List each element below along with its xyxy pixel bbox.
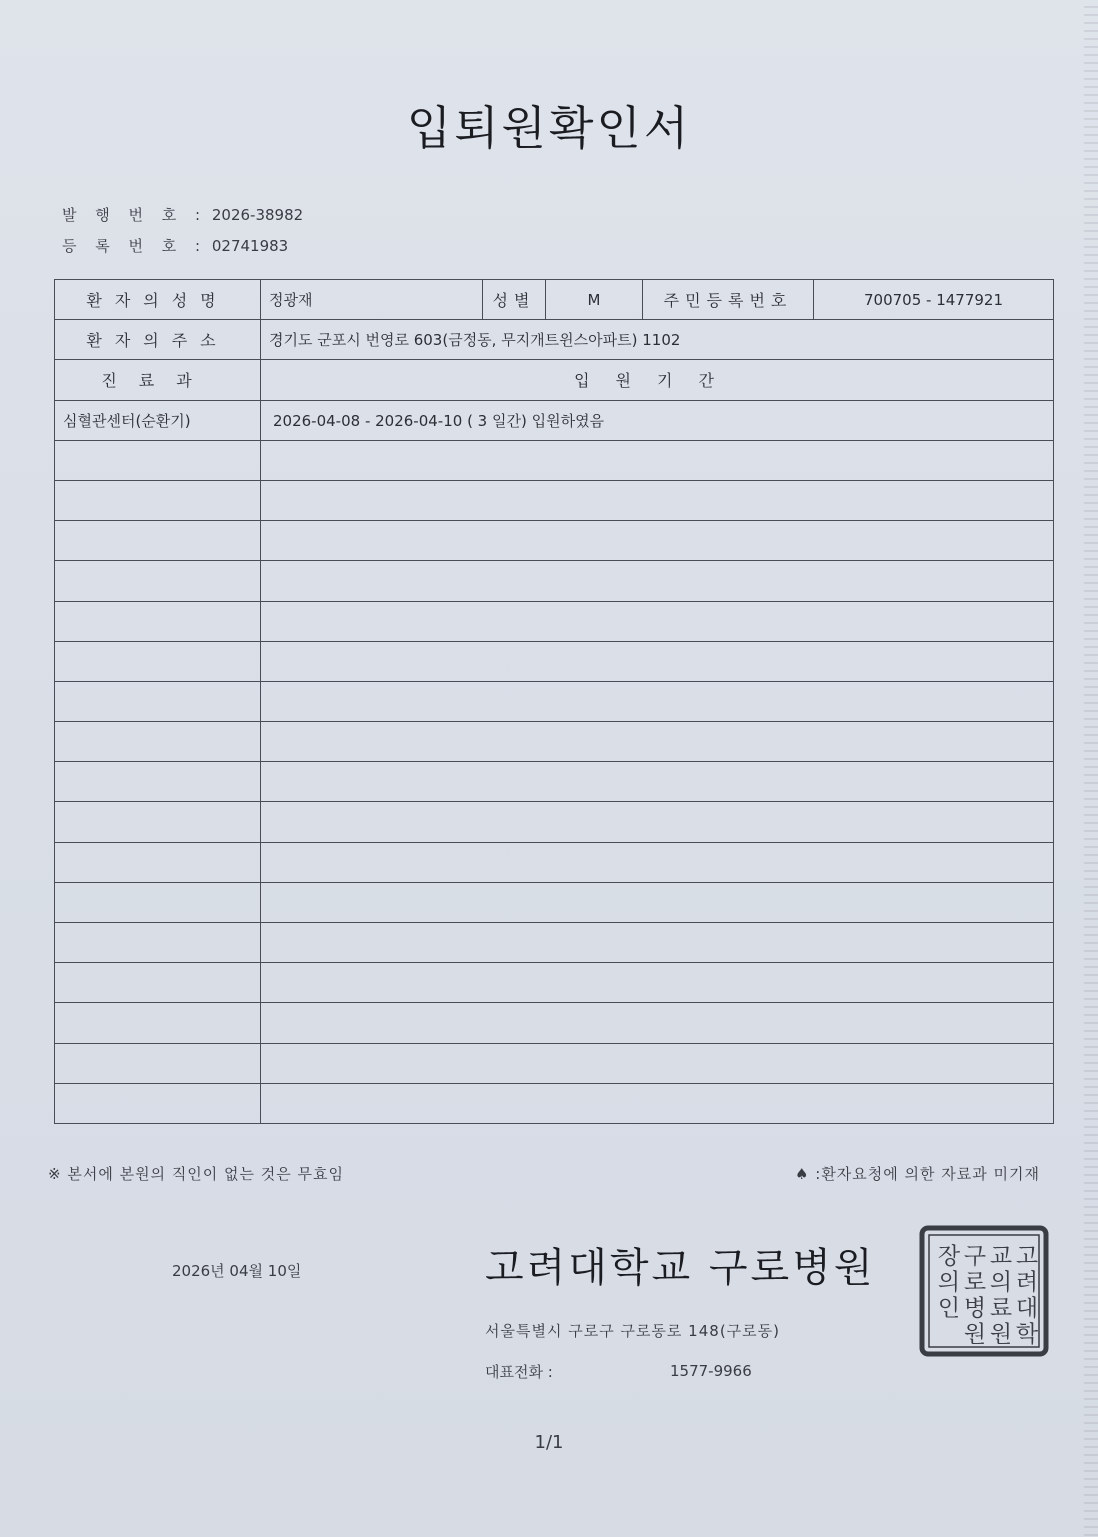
dept-cell	[55, 722, 261, 762]
seal-glyph: 구	[963, 1243, 987, 1270]
rrn-label: 주민등록번호	[643, 280, 814, 320]
patient-request-note: ♠ :환자요청에 의한 자료과 미기재	[795, 1165, 1040, 1183]
dept-cell	[55, 923, 261, 963]
seal-glyph: 료	[989, 1295, 1013, 1322]
patient-address-row	[55, 320, 1054, 360]
period-cell	[261, 802, 1054, 842]
period-cell	[261, 1083, 1054, 1123]
issue-number-line	[62, 204, 303, 225]
period-cell	[261, 601, 1054, 641]
table-row	[55, 400, 1054, 440]
dept-cell	[55, 521, 261, 561]
patient-address-label: 환자의주소	[55, 320, 261, 360]
seal-glyph: 려	[1015, 1269, 1039, 1296]
scan-edge-marks	[1084, 0, 1098, 1537]
seal-glyph: 의	[937, 1269, 961, 1296]
dept-cell	[55, 762, 261, 802]
seal-glyph: 인	[937, 1295, 961, 1322]
patient-name-value: 정광재	[261, 280, 483, 320]
document-title: 입퇴원확인서	[406, 101, 692, 155]
seal-glyph: 원	[963, 1321, 987, 1348]
patient-address-value: 경기도 군포시 번영로 603(금정동, 무지개트윈스아파트) 1102	[261, 320, 1054, 360]
table-row	[55, 440, 1054, 480]
period-cell	[261, 923, 1054, 963]
sex-value: M	[546, 280, 643, 320]
issue-date: 2026년 04월 10일	[172, 1262, 302, 1280]
phone-label: 대표전화 :	[485, 1363, 553, 1381]
hospital-name: 고려대학교 구로병원	[485, 1245, 876, 1291]
table-row	[55, 762, 1054, 802]
page-number: 1/1	[534, 1432, 564, 1453]
table-row	[55, 722, 1054, 762]
table-row	[55, 882, 1054, 922]
period-cell	[261, 521, 1054, 561]
period-cell	[261, 1043, 1054, 1083]
seal-glyph: 교	[989, 1243, 1013, 1270]
table-row	[55, 601, 1054, 641]
seal-glyph: 로	[963, 1269, 987, 1296]
period-cell	[261, 882, 1054, 922]
admission-table	[54, 279, 1054, 1124]
table-row	[55, 480, 1054, 520]
official-seal	[919, 1225, 1049, 1357]
issue-number-value: 2026-38982	[211, 206, 304, 224]
dept-cell: 심혈관센터(순환기)	[55, 400, 261, 440]
patient-name-label: 환자의성명	[55, 280, 261, 320]
registration-number-label: 등 록 번 호 :	[62, 237, 208, 255]
period-header: 입원기간	[261, 360, 1054, 400]
sex-label: 성별	[483, 280, 546, 320]
dept-cell	[55, 963, 261, 1003]
period-cell	[261, 641, 1054, 681]
seal-glyph: 병	[963, 1295, 987, 1322]
period-cell: 2026-04-08 - 2026-04-10 ( 3 일간) 입원하였음	[261, 400, 1054, 440]
table-row	[55, 561, 1054, 601]
table-row	[55, 1083, 1054, 1123]
period-cell	[261, 1003, 1054, 1043]
seal-glyph: 장	[937, 1243, 961, 1270]
validity-note: ※ 본서에 본원의 직인이 없는 것은 무효임	[48, 1165, 345, 1183]
table-row	[55, 802, 1054, 842]
period-cell	[261, 722, 1054, 762]
dept-cell	[55, 842, 261, 882]
dept-cell	[55, 1043, 261, 1083]
dept-cell	[55, 641, 261, 681]
dept-cell	[55, 882, 261, 922]
dept-cell	[55, 561, 261, 601]
period-cell	[261, 480, 1054, 520]
dept-cell	[55, 480, 261, 520]
period-cell	[261, 561, 1054, 601]
period-cell	[261, 842, 1054, 882]
dept-header: 진료과	[55, 360, 261, 400]
registration-number-line	[62, 235, 288, 256]
table-row	[55, 842, 1054, 882]
period-cell	[261, 963, 1054, 1003]
dept-cell	[55, 681, 261, 721]
table-row	[55, 963, 1054, 1003]
dept-cell	[55, 1083, 261, 1123]
hospital-address: 서울특별시 구로구 구로동로 148(구로동)	[485, 1322, 780, 1340]
dept-cell	[55, 1003, 261, 1043]
table-row	[55, 641, 1054, 681]
period-cell	[261, 440, 1054, 480]
table-row	[55, 1043, 1054, 1083]
seal-glyph: 대	[1015, 1295, 1039, 1322]
table-row	[55, 923, 1054, 963]
table-row	[55, 681, 1054, 721]
seal-glyph: 의	[989, 1269, 1013, 1296]
rrn-value: 700705 - 1477921	[814, 280, 1054, 320]
table-row	[55, 1003, 1054, 1043]
phone-number: 1577-9966	[670, 1362, 752, 1380]
patient-name-row	[55, 280, 1054, 320]
period-cell	[261, 762, 1054, 802]
issue-number-label: 발 행 번 호 :	[62, 206, 208, 224]
records-header-row	[55, 360, 1054, 400]
seal-glyph: 학	[1015, 1321, 1039, 1348]
period-cell	[261, 681, 1054, 721]
seal-glyph: 원	[989, 1321, 1013, 1348]
seal-glyph: 고	[1015, 1243, 1039, 1270]
dept-cell	[55, 440, 261, 480]
table-row	[55, 521, 1054, 561]
registration-number-value: 02741983	[211, 237, 289, 255]
dept-cell	[55, 601, 261, 641]
dept-cell	[55, 802, 261, 842]
